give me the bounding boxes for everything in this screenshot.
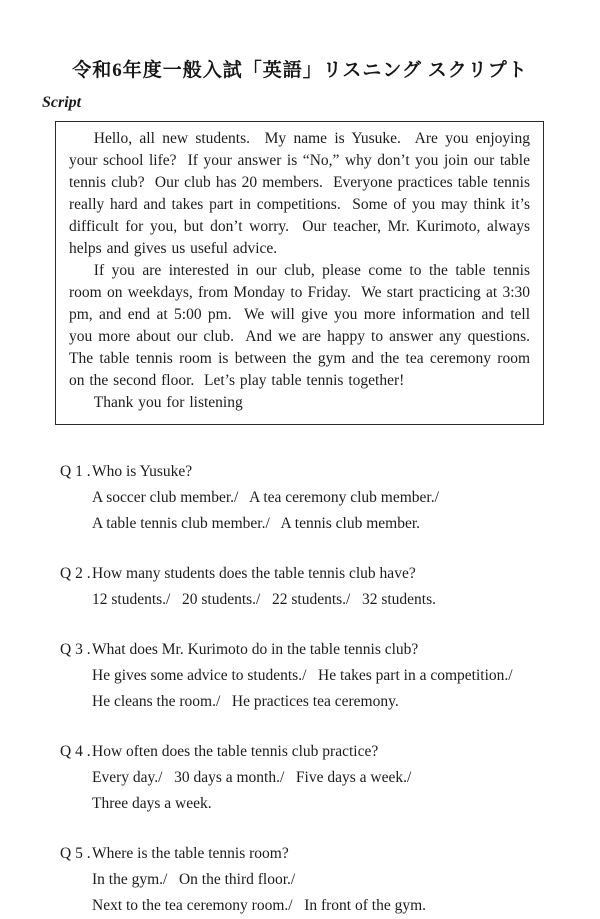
option-line: He cleans the room./ He practices tea ceremony.: [92, 693, 399, 710]
question-text: Where is the table tennis room?: [92, 845, 289, 862]
question-text: How often does the table tennis club practice?: [92, 743, 379, 760]
questions-section: [60, 459, 560, 919]
question-label: Q 5 .: [60, 845, 91, 862]
question-block-3: [60, 637, 560, 715]
script-paragraph-1: Hello, all new students. My name is Yusuke. Are you enjoying your school life? If your answer is “No,” why don’t you join our table tennis club? Our club has 20 members. Everyone practices table tennis really hard and takes part in competitions. Some of you may think it’s difficult for you, but don’t worry. Our teacher, Mr. Kurimoto, always helps and gives us useful advice.: [69, 130, 535, 257]
question-label: Q 1 .: [60, 463, 91, 480]
script-box: [55, 121, 544, 425]
option-line: Every day./ 30 days a month./ Five days a week./: [92, 769, 412, 786]
page-title: 令和6年度一般入試「英語」リスニング スクリプト: [72, 60, 528, 81]
question-label: Q 2 .: [60, 565, 91, 582]
option-line: A soccer club member./ A tea ceremony club member./: [92, 489, 439, 506]
option-line: 12 students./ 20 students./ 22 students./ 32 students.: [92, 591, 437, 608]
script-paragraph-2: If you are interested in our club, please come to the table tennis room on weekdays, from Monday to Friday. We start practicing at 3:30 pm, and end at 5:00 pm. We will give you more information and tell you more about our club. And we are happy to answer any questions. The table tennis room is between the gym and the tea ceremony room on the second floor. Let’s play table tennis together!: [69, 262, 540, 389]
question-block-1: [60, 459, 560, 537]
question-text: What does Mr. Kurimoto do in the table tennis club?: [92, 641, 419, 658]
question-text: Who is Yusuke?: [92, 463, 193, 480]
question-label: Q 3 .: [60, 641, 91, 658]
question-block-5: [60, 841, 560, 919]
option-line: Next to the tea ceremony room./ In front of the gym.: [92, 897, 427, 914]
script-paragraph-3: Thank you for listening: [93, 394, 243, 411]
question-label: Q 4 .: [60, 743, 91, 760]
question-content: [92, 561, 560, 613]
question-content: [92, 459, 560, 537]
question-content: [92, 739, 560, 817]
script-label: Script: [42, 94, 82, 111]
question-block-4: [60, 739, 560, 817]
question-content: [92, 841, 560, 919]
option-line: He gives some advice to students./ He takes part in a competition./: [92, 667, 513, 684]
question-content: [92, 637, 560, 715]
question-block-2: [60, 561, 560, 613]
option-line: Three days a week.: [92, 795, 212, 812]
question-text: How many students does the table tennis club have?: [92, 565, 416, 582]
option-line: In the gym./ On the third floor./: [92, 871, 296, 888]
option-line: A table tennis club member./ A tennis club member.: [92, 515, 421, 532]
